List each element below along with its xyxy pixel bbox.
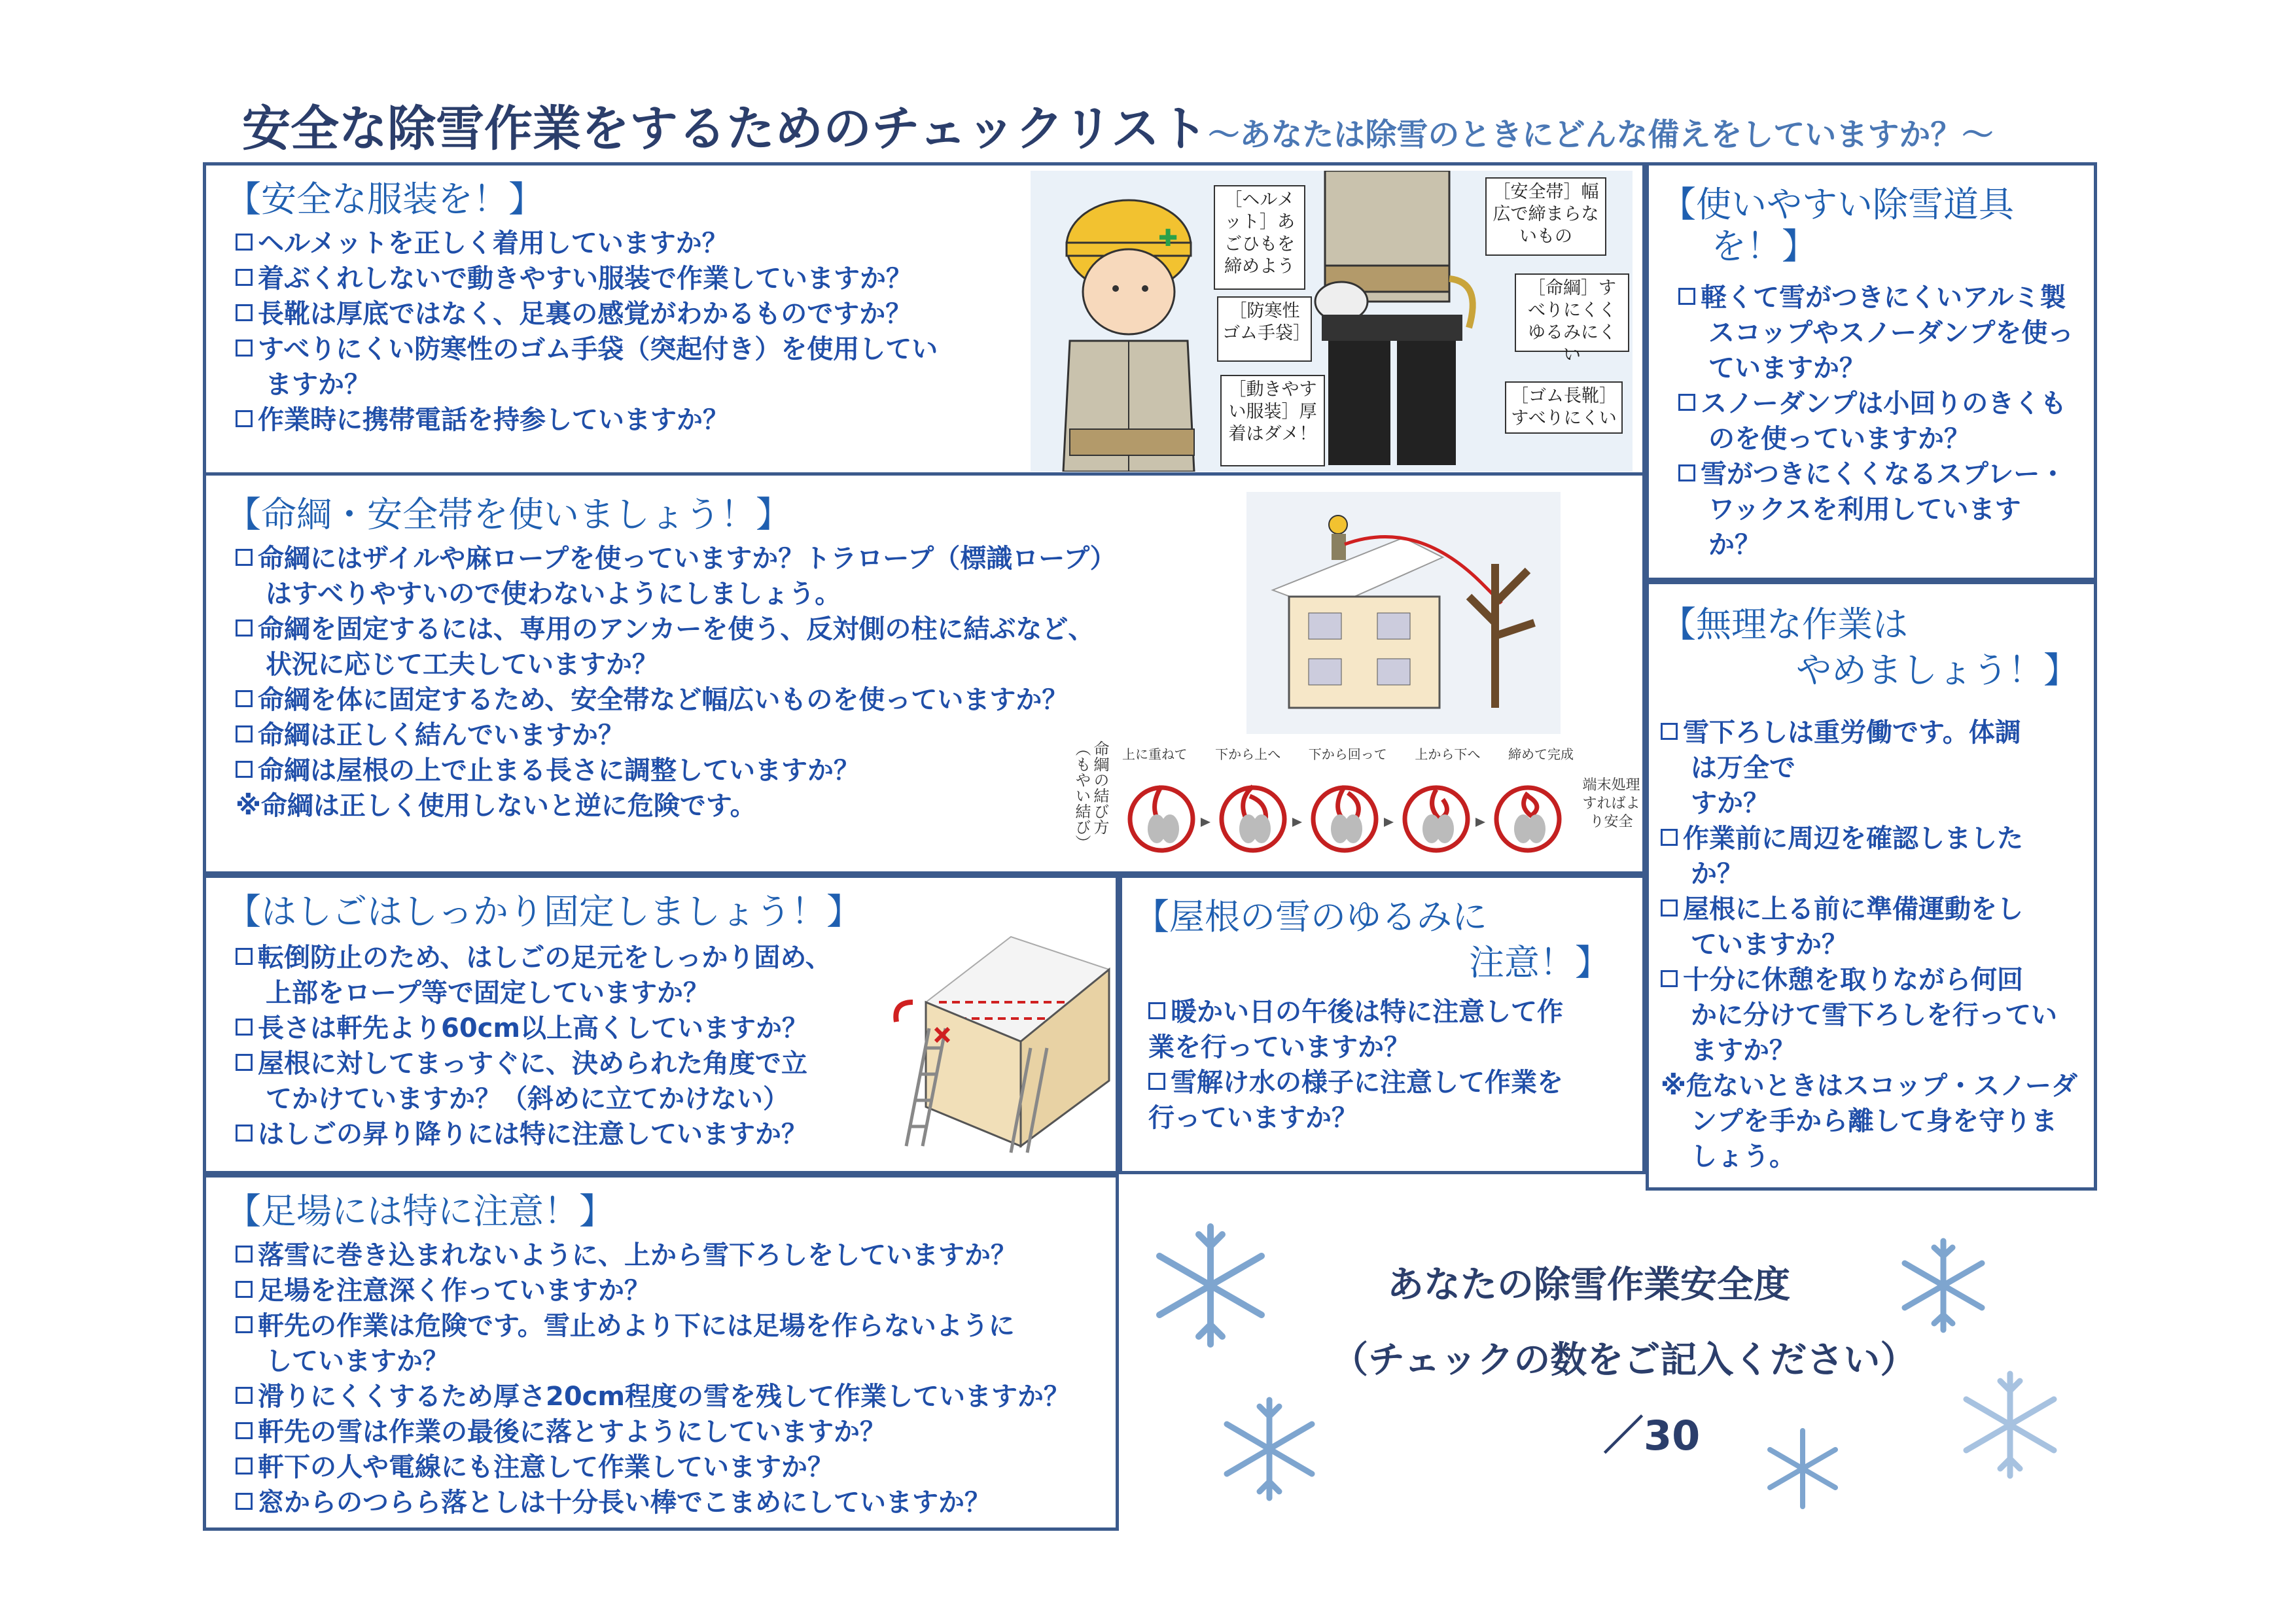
checkbox[interactable] [236,549,253,566]
checklist-item-continuation: スコップやスノーダンプを使っ [1708,318,2074,348]
checkbox[interactable] [236,1493,253,1510]
checklist-item-continuation: てかけていますか？（斜めに立てかけない） [266,1084,789,1114]
ladder-heading: 【はしごはしっかり固定しましょう！】 [226,891,862,932]
checkbox[interactable] [1661,723,1678,740]
checklist-item-continuation: は万全で [1691,753,1795,783]
checklist-item: 滑りにくくするため厚さ20cm程度の雪を残して作業していますか？ [236,1379,1070,1414]
clothing-section [203,162,1646,476]
checkbox[interactable] [236,234,253,251]
roofsnow-heading: 【屋根の雪のゆるみに [1134,896,1487,937]
checklist-item-continuation: のを使っていますか？ [1708,424,1970,454]
checklist-item: 作業前に周辺を確認しました [1661,821,2077,856]
note-continuation: ンプを手から離して身を守りま [1691,1106,2057,1136]
callout-helmet: ［ヘルメット］あごひもを締めよう [1214,185,1305,290]
checkbox[interactable] [1148,1002,1165,1019]
checklist-item: はしごの昇り降りには特に注意していますか？ [236,1117,832,1152]
checklist-item: 長さは軒先より60cm以上高くしていますか？ [236,1011,832,1046]
checklist-item: 転倒防止のため、はしごの足元をしっかり固め、 [236,940,832,975]
checklist-item-continuation: ていますか？ [1691,930,1848,960]
tools-section [1646,162,2097,581]
checklist-item: 屋根に上る前に準備運動をし [1661,892,2077,927]
checklist-item: 作業時に携帯電話を持参していますか？ [236,402,938,438]
checklist-item: 着ぶくれしないで動きやすい服装で作業していますか？ [236,261,938,296]
checkbox[interactable] [236,1281,253,1298]
overwork-heading: 【無理な作業は [1661,604,1908,645]
house-lifeline-illustration [1246,492,1561,734]
checklist-item: 雪がつきにくくなるスプレー・ [1678,457,2074,492]
checklist-item-continuation: か？ [1708,530,1761,560]
checkbox[interactable] [236,410,253,427]
callout-boots: ［ゴム長靴］すべりにくい [1505,381,1623,434]
note-text: ※危ないときはスコップ・スノーダ [1661,1071,2077,1101]
checkbox[interactable] [236,304,253,321]
checklist-item-continuation: はすべりやすいので使わないようにしましょう。 [266,579,841,609]
checklist-item-continuation: 行っていますか？ [1148,1103,1358,1133]
checklist-item: 窓からのつらら落としは十分長い棒でこまめにしていますか？ [236,1485,1070,1520]
checkbox[interactable] [236,725,253,742]
title-main: 安全な除雪作業をするためのチェックリスト [242,101,1209,157]
checklist-item: 命綱にはザイルや麻ロープを使っていますか？トラロープ（標識ロープ） [236,541,1116,576]
callout-clothes: ［動きやすい服装］厚着はダメ！ [1220,375,1325,466]
checklist-item: 落雪に巻き込まれないように、上から雪下ろしをしていますか？ [236,1238,1070,1273]
checkbox[interactable] [1678,394,1695,411]
note-text: ※命綱は正しく使用しないと逆に危険です。 [236,791,756,821]
ladder-section [203,875,1119,1174]
checklist-item: 長靴は厚底ではなく、足裏の感覚がわかるものですか？ [236,296,938,332]
tools-heading-cont: を！】 [1711,226,1817,267]
checklist-item: 足場を注意深く作っていますか？ [236,1273,1070,1308]
snowflake-icon [1760,1426,1845,1511]
knot-step-label: 締めて完成 [1508,746,1574,762]
ladder-illustration [880,930,1112,1159]
checklist-item-continuation: か？ [1691,859,1743,889]
knot-step-label: 下から回って [1308,746,1387,762]
checklist-item-continuation: ますか？ [266,370,370,400]
snowflake-icon [1217,1393,1322,1505]
roofsnow-section [1119,875,1646,1174]
snowflake-icon [1956,1367,2064,1482]
checklist-item: 屋根に対してまっすぐに、決められた角度で立 [236,1046,832,1081]
checklist-item: 軒下の人や電線にも注意して作業していますか？ [236,1450,1070,1485]
checkbox[interactable] [1661,899,1678,916]
checkbox[interactable] [236,1316,253,1333]
overwork-heading-cont: やめましょう！】 [1796,650,2079,691]
knot-title: 命綱の結び方（もやい結び） [1072,741,1109,850]
svg-text:✚: ✚ [1158,225,1178,252]
callout-safety-belt: ［安全帯］幅広で締まらないもの [1485,177,1606,256]
checklist-item-continuation: ていますか？ [1708,353,1865,383]
checkbox[interactable] [1661,970,1678,987]
checklist-item-continuation: ますか？ [1691,1036,1795,1066]
checkbox[interactable] [1148,1073,1165,1090]
knot-diagram [1119,767,1577,865]
checkbox[interactable] [1661,829,1678,846]
checklist-item-continuation: かに分けて雪下ろしを行ってい [1691,1000,2057,1030]
checkbox[interactable] [236,340,253,357]
checklist-item: 軒先の作業は危険です。雪止めより下には足場を作らないように [236,1308,1070,1344]
lifeline-section [203,472,1646,875]
footing-heading: 【足場には特に注意！】 [226,1191,614,1232]
checklist-item-continuation: 業を行っていますか？ [1148,1032,1410,1062]
footing-section [203,1174,1119,1531]
checkbox[interactable] [236,269,253,286]
checkbox[interactable] [1678,288,1695,305]
checklist-item: 軒先の雪は作業の最後に落とすようにしていますか？ [236,1414,1070,1450]
checklist-item: 雪解け水の様子に注意して作業を [1148,1065,1563,1100]
page-title [242,90,2205,162]
checkbox[interactable] [236,1246,253,1263]
checklist-item: すべりにくい防寒性のゴム手袋（突起付き）を使用してい [236,332,938,367]
snowflake-icon [1894,1236,1992,1335]
checklist-item-continuation: 上部をロープ等で固定していますか？ [266,978,709,1008]
note-continuation: しょう。 [1691,1142,1795,1172]
checkbox[interactable] [236,1125,253,1142]
roofsnow-heading-cont: 注意！】 [1469,942,1610,983]
knot-end-note: 端末処理すればより安全 [1582,777,1640,830]
checkbox[interactable] [1678,464,1695,481]
checklist-item: ヘルメットを正しく着用していますか？ [236,226,938,261]
checkbox[interactable] [236,1387,253,1404]
checklist-item-continuation: ワックスを利用しています [1708,495,2021,525]
checkbox[interactable] [236,1457,253,1475]
checklist-item: 暖かい日の午後は特に注意して作 [1148,994,1563,1030]
score-title: あなたの除雪作業安全度 [1387,1264,1790,1306]
score-total: ／30 [1603,1412,1701,1459]
checklist-item-continuation: すか？ [1691,788,1769,818]
checkbox[interactable] [236,690,253,707]
checklist-item: 命綱を体に固定するため、安全帯など幅広いものを使っていますか？ [236,682,1116,718]
checkbox[interactable] [236,620,253,637]
checkbox[interactable] [236,1054,253,1071]
score-instruction: （チェックの数をご記入ください） [1332,1339,1917,1382]
checkbox[interactable] [236,1422,253,1439]
checkbox[interactable] [236,1019,253,1036]
checklist-item: 命綱を固定するには、専用のアンカーを使う、反対側の柱に結ぶなど、 [236,612,1116,647]
checklist-item: 命綱は正しく結んでいますか？ [236,718,1116,753]
checklist-item: 命綱は屋根の上で止まる長さに調整していますか？ [236,753,1116,788]
checklist-item: スノーダンプは小回りのきくも [1678,386,2074,421]
knot-steps [1122,744,1574,763]
callout-gloves: ［防寒性ゴム手袋］ [1217,296,1312,362]
clothing-heading: 【安全な服装を！】 [226,179,544,220]
callout-lifeline: ［命綱］すべりにくくゆるみにくい [1515,273,1629,352]
checkbox[interactable] [236,948,253,965]
checklist-item: 雪下ろしは重労働です。体調 [1661,715,2077,750]
overwork-section [1646,581,2097,1191]
knot-step-label: 下から上へ [1215,746,1281,762]
snowflake-icon [1152,1217,1269,1354]
checkbox[interactable] [236,761,253,778]
tools-heading: 【使いやすい除雪道具 [1661,184,2014,225]
checklist-item: 軽くて雪がつきにくいアルミ製 [1678,280,2074,315]
knot-step-label: 上から下へ [1415,746,1481,762]
checklist-item: 十分に休憩を取りながら何回 [1661,962,2077,998]
knot-step-label: 上に重ねて [1122,746,1188,762]
title-subtitle: ～あなたは除雪のときにどんな備えをしていますか？～ [1208,116,1994,153]
lifeline-heading: 【命綱・安全帯を使いましょう！】 [226,494,791,535]
checklist-item-continuation: していますか？ [266,1346,449,1376]
checklist-item-continuation: 状況に応じて工夫していますか？ [266,650,658,680]
